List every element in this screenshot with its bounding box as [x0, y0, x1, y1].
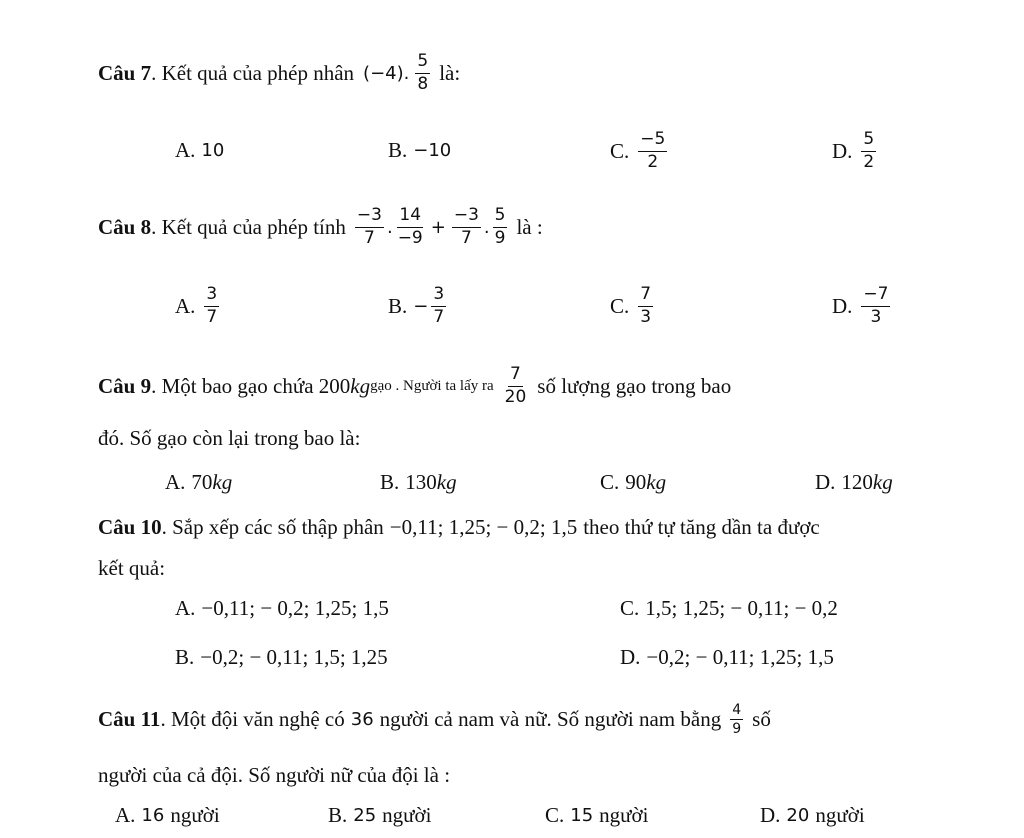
question-10: Câu 10 . Sắp xếp các số thập phân −0,11; 1,25; − 0,2; 1,5 theo thứ tự tăng dần ta được: [98, 515, 820, 539]
q9-option-b: B. 130 kg: [380, 470, 457, 494]
q10-option-b: B. −0,2; − 0,11; 1,5; 1,25: [175, 645, 388, 669]
question-11-line2: người của cả đội. Số người nữ của đội là :: [98, 763, 451, 787]
q9-option-d: D. 120 kg: [815, 470, 893, 494]
question-8-tail: là :: [516, 214, 543, 239]
question-8-text: . Kết quả của phép tính: [151, 214, 346, 239]
question-9-line2: đó. Số gạo còn lại trong bao là:: [98, 426, 361, 450]
q11-option-d: D. 20 người: [760, 803, 865, 827]
q11-option-a: A. 16 người: [115, 803, 220, 827]
q8-option-a: A. $\frac{3}{7}$: [175, 284, 218, 327]
q11-option-c: C. 15 người: [545, 803, 649, 827]
question-11: Câu 11 . Một đội văn nghệ có 36 người cả nam và nữ. Số người nam bằng $\frac{4}{9}$ số: [98, 702, 771, 738]
question-10-numbers: −0,11; 1,25; − 0,2; 1,5: [389, 515, 578, 539]
q7-option-a: A. 10: [175, 138, 225, 162]
question-7-expr: (−4).: [363, 62, 410, 84]
q10-option-a: A. −0,11; − 0,2; 1,25; 1,5: [175, 596, 389, 620]
question-7-fraction: $\frac{5}{8}$: [417, 51, 429, 94]
question-8-label: Câu 8: [98, 214, 152, 239]
question-7-label: Câu 7: [98, 60, 152, 85]
q8-option-d: D. $\frac{-7}{3}$: [832, 284, 889, 327]
q8-option-b: B. − $\frac{3}{7}$: [388, 284, 445, 327]
question-9: Câu 9 . Một bao gạo chứa 200 kg gạo . Người ta lấy ra $\frac{7}{20}$ số lượng gạo trong bao: [98, 364, 732, 407]
q7-option-d: D. $\frac{5}{2}$: [832, 129, 875, 172]
question-11-label: Câu 11: [98, 707, 161, 732]
question-7-text: . Kết quả của phép nhân: [151, 60, 355, 85]
question-7: [98, 52, 460, 94]
question-9-label: Câu 9: [98, 373, 152, 398]
q9-option-a: A. 70 kg: [165, 470, 233, 494]
q7-option-b: B. −10: [388, 138, 452, 162]
q11-option-b: B. 25 người: [328, 803, 432, 827]
q8-option-c: C. $\frac{7}{3}$: [610, 284, 652, 327]
q10-option-c: C. 1,5; 1,25; − 0,11; − 0,2: [620, 596, 838, 620]
question-8: Câu 8 . Kết quả của phép tính $\frac{-3}{7}$ . $\frac{14}{-9}$ + $\frac{-3}{7}$ . $\frac{5}{9}$ là :: [98, 205, 543, 248]
q7-option-c: C. $\frac{-5}{2}$: [610, 129, 666, 172]
question-10-line2: kết quả:: [98, 556, 166, 580]
question-10-label: Câu 10: [98, 515, 162, 539]
q10-option-d: D. −0,2; − 0,11; 1,25; 1,5: [620, 645, 834, 669]
q9-option-c: C. 90 kg: [600, 470, 667, 494]
question-7-tail: là:: [439, 60, 461, 85]
